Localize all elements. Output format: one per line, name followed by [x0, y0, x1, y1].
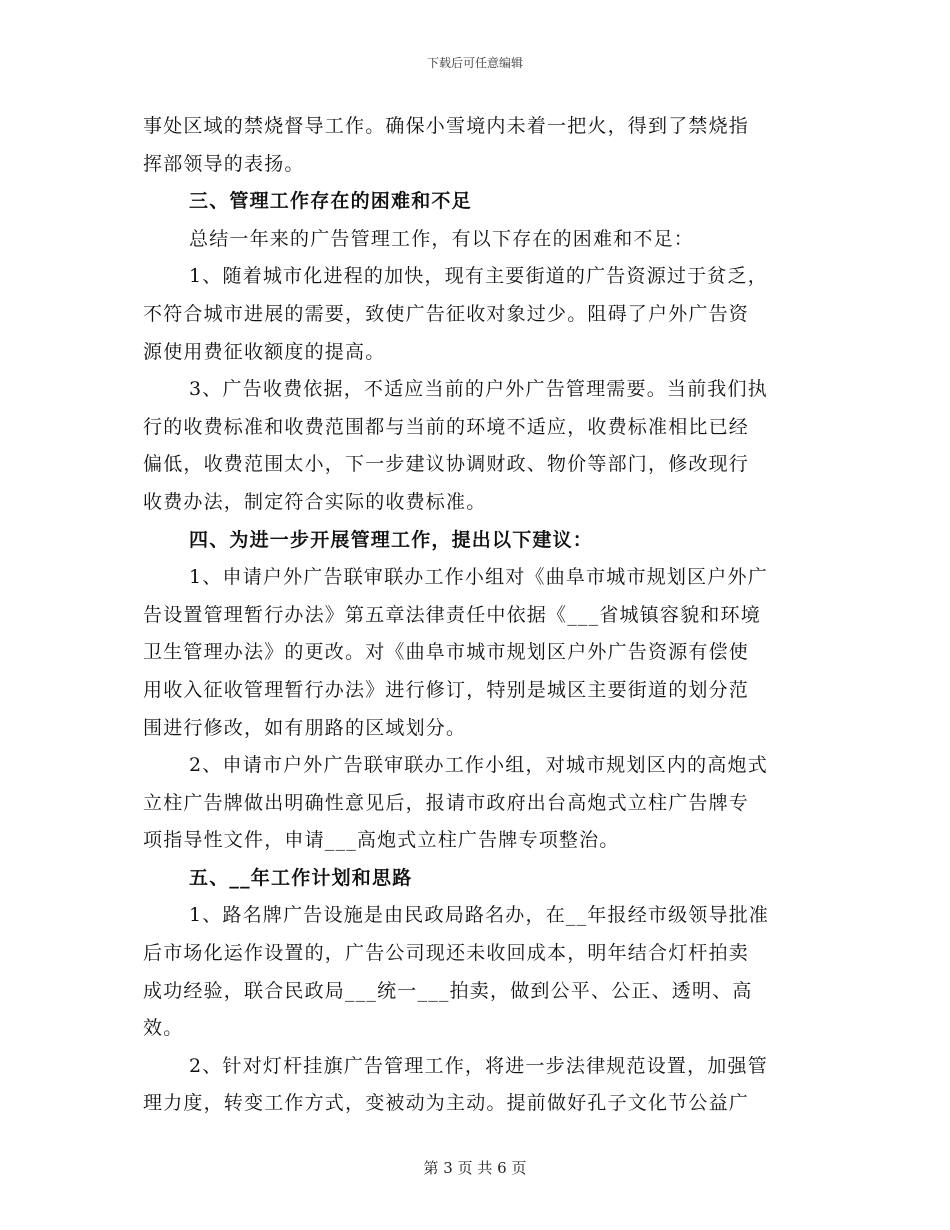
- body-line: 立柱广告牌做出明确性意见后，报请市政府出台高炮式立柱广告牌专: [143, 791, 750, 814]
- body-line: 项指导性文件，申请___高炮式立柱广告牌专项整治。: [143, 829, 620, 852]
- section-heading: 三、管理工作存在的困难和不足: [189, 190, 472, 213]
- page-number: 第 3 页 共 6 页: [423, 1159, 527, 1177]
- body-line: 不符合城市进展的需要，致使广告征收对象过少。阻碍了户外广告资: [143, 302, 750, 325]
- page-header-note: 下载后可任意编辑: [426, 56, 523, 70]
- body-line: 成功经验，联合民政局___统一___拍卖，做到公平、公正、透明、高: [143, 979, 753, 1002]
- body-line: 总结一年来的广告管理工作，有以下存在的困难和不足：: [189, 227, 695, 250]
- body-line: 告设置管理暂行办法》第五章法律责任中依据《___省城镇容貌和环境: [143, 603, 761, 626]
- body-line: 源使用费征收额度的提高。: [143, 340, 386, 363]
- body-line: 偏低，收费范围太小，下一步建议协调财政、物价等部门，修改现行: [143, 453, 750, 476]
- section-heading: 四、为进一步开展管理工作，提出以下建议：: [189, 528, 594, 551]
- body-line: 2、针对灯杆挂旗广告管理工作，将进一步法律规范设置，加强管: [189, 1054, 768, 1077]
- section-heading: 五、__年工作计划和思路: [189, 866, 413, 889]
- body-line: 1、随着城市化进程的加快，现有主要街道的广告资源过于贫乏，: [189, 265, 768, 288]
- body-line: 行的收费标准和收费范围都与当前的环境不适应，收费标准相比已经: [143, 415, 750, 438]
- body-line: 用收入征收管理暂行办法》进行修订，特别是城区主要街道的划分范: [143, 678, 750, 701]
- body-line: 2、申请市户外广告联审联办工作小组，对城市规划区内的高炮式: [189, 754, 768, 777]
- body-line: 挥部领导的表扬。: [143, 152, 305, 175]
- body-line: 卫生管理办法》的更改。对《曲阜市城市规划区户外广告资源有偿使: [143, 641, 750, 664]
- body-line: 围进行修改，如有朋路的区域划分。: [143, 716, 467, 739]
- body-line: 后市场化运作设置的，广告公司现还未收回成本，明年结合灯杆拍卖: [143, 942, 750, 965]
- body-line: 收费办法，制定符合实际的收费标准。: [143, 490, 487, 513]
- body-line: 1、路名牌广告设施是由民政局路名办，在__年报经市级领导批准: [189, 904, 770, 927]
- document-body: [143, 108, 808, 1123]
- body-line: 理力度，转变工作方式，变被动为主动。提前做好孔子文化节公益广: [143, 1092, 750, 1115]
- body-line: 事处区域的禁烧督导工作。确保小雪境内未着一把火，得到了禁烧指: [143, 115, 750, 137]
- body-line: 1、申请户外广告联审联办工作小组对《曲阜市城市规划区户外广: [189, 566, 768, 589]
- body-line: 效。: [143, 1017, 184, 1040]
- body-line: 3、广告收费依据，不适应当前的户外广告管理需要。当前我们执: [189, 378, 768, 401]
